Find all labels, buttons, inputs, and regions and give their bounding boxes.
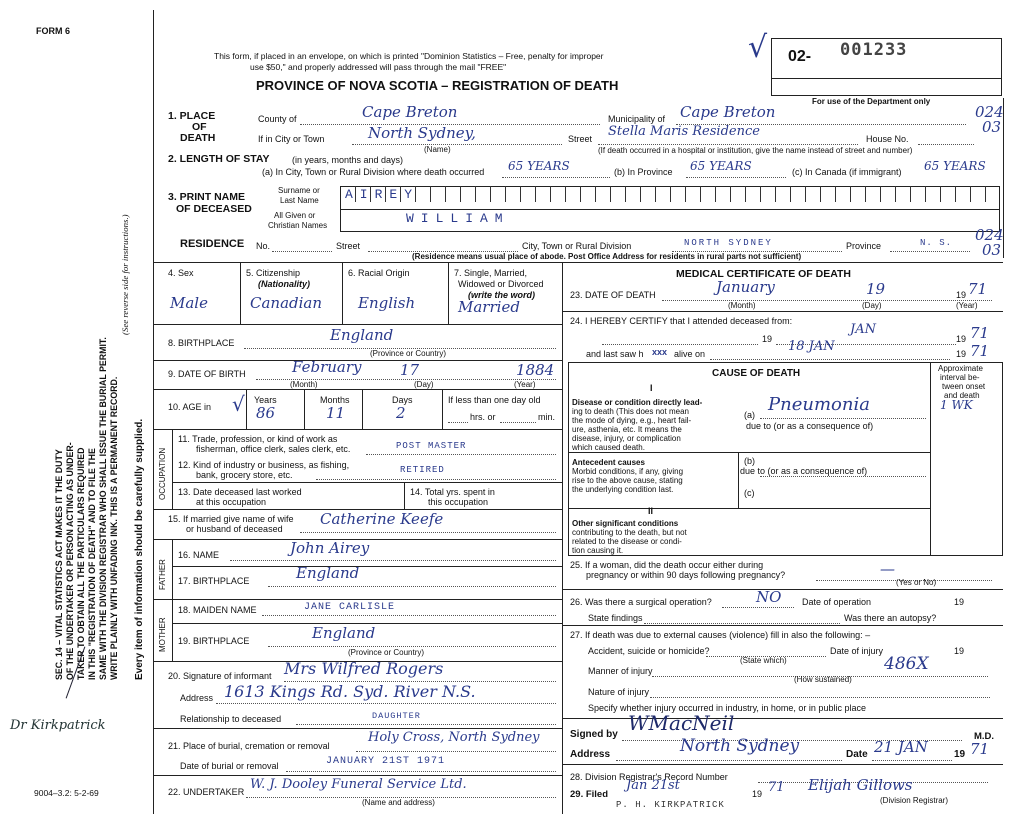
birthplace-label: 8. BIRTHPLACE <box>168 338 235 348</box>
dob-label: 9. DATE OF BIRTH <box>168 369 246 379</box>
stay-b-label: (b) In Province <box>614 167 673 177</box>
dod-label: 23. DATE OF DEATH <box>570 290 656 300</box>
disease-condition-1: Disease or condition directly lead- <box>572 398 703 407</box>
md-label: M.D. <box>974 731 995 742</box>
father-name-label: 16. NAME <box>178 550 220 560</box>
registrar-stamp: P. H. KIRKPATRICK <box>616 800 725 810</box>
cause-c-label: (c) <box>744 488 755 498</box>
signature-date-label: Date <box>846 749 868 760</box>
sex-value: Male <box>170 294 208 312</box>
stay-b-value: 65 YEARS <box>690 159 752 173</box>
due-to-2: due to (or as a consequence of) <box>740 466 868 476</box>
form-title: PROVINCE OF NOVA SCOTIA – REGISTRATION OF DEATH <box>256 78 619 93</box>
pregnancy-yes-no-hint: (Yes or No) <box>896 578 937 587</box>
citizenship-label-1: 5. Citizenship <box>246 268 301 278</box>
citizenship-value: Canadian <box>250 294 323 312</box>
record-number-label: 28. Division Registrar's Record Number <box>570 772 728 782</box>
cause-b-label: (b) <box>744 456 755 466</box>
part-two-label: II <box>648 506 654 516</box>
dob-day: 17 <box>400 361 420 379</box>
racial-value: English <box>358 294 416 312</box>
signature-year: 71 <box>970 740 990 758</box>
filed-value: Jan 21st <box>626 778 680 793</box>
place-code-1: 024 <box>975 103 1004 121</box>
other-conditions-1: Other significant conditions <box>572 519 679 528</box>
marital-label-2: Widowed or Divorced <box>458 279 544 289</box>
last-seen-label: and last saw h <box>586 349 644 359</box>
interval-line-3: tween onset <box>942 382 986 391</box>
signature-year-prefix: 19 <box>954 749 966 760</box>
pregnancy-dash: — <box>880 560 895 578</box>
to-year-prefix: 19 <box>956 334 967 344</box>
signature-address-value: North Sydney <box>680 736 800 756</box>
mother-side-label: MOTHER <box>158 617 167 652</box>
from-year-prefix: 19 <box>762 334 773 344</box>
antecedent-3: rise to the above cause, stating <box>572 476 683 485</box>
age-months-label: Months <box>320 395 350 405</box>
mother-maiden-label: 18. MAIDEN NAME <box>178 605 257 615</box>
certify-label: 24. I HEREBY CERTIFY that I attended deceased from: <box>570 316 793 326</box>
manner-label: Manner of injury <box>588 666 653 676</box>
given-label-2: Christian Names <box>268 221 328 230</box>
side-signature: Dr Kirkpatrick <box>10 718 106 733</box>
physician-signature: WMacNeil <box>628 711 735 735</box>
residence-note: (Residence means usual place of abode. Post Office Address for residents in rural parts not sufficient) <box>412 252 802 261</box>
father-birthplace-value: England <box>296 564 360 582</box>
occ12-value: RETIRED <box>400 465 445 475</box>
surname-label-1: Surname or <box>278 186 320 195</box>
spouse-value: Catherine Keefe <box>320 510 444 528</box>
interval-line-4: and death <box>944 391 980 400</box>
filed-label: 29. Filed <box>570 789 609 800</box>
mother-birthplace-hint: (Province or Country) <box>348 648 425 657</box>
burial-date-value: JANUARY 21ST 1971 <box>326 756 446 767</box>
signature-address-label: Address <box>570 749 611 760</box>
age-days-value: 2 <box>396 404 406 422</box>
filed-year-prefix: 19 <box>752 789 763 799</box>
municipality-label: Municipality of <box>608 114 666 124</box>
father-side-label: FATHER <box>158 559 167 590</box>
envelope-note-line1: This form, if placed in an envelope, on which is printed "Dominion Statistics – Free, penalty for improper <box>214 51 604 61</box>
age-years-value: 86 <box>256 404 276 422</box>
disease-condition-2: ing to death (This does not mean <box>572 407 689 416</box>
registrar-hint: (Division Registrar) <box>880 796 949 805</box>
name-label-1: 3. PRINT NAME <box>168 191 246 203</box>
marital-label-3: (write the word) <box>468 290 535 300</box>
other-conditions-4: tion causing it. <box>572 546 624 555</box>
occ14-label-1: 14. Total yrs. spent in <box>410 487 495 497</box>
last-seen-x: xxx <box>652 347 668 357</box>
occ12-label-1: 12. Kind of industry or business, as fishing, <box>178 460 350 470</box>
disease-condition-5: disease, injury, or complication <box>572 434 681 443</box>
informant-value: Mrs Wilfred Rogers <box>284 659 444 678</box>
surgery-value: NO <box>756 588 782 606</box>
surname-value: AIREY <box>345 187 420 202</box>
undertaker-value: W. J. Dooley Funeral Service Ltd. <box>250 777 467 792</box>
external-causes-label: 27. If death was due to external causes (violence) fill in also the following: – <box>570 630 871 640</box>
father-birthplace-label: 17. BIRTHPLACE <box>178 576 250 586</box>
stay-a-value: 65 YEARS <box>508 159 570 173</box>
spouse-label-2: or husband of deceased <box>186 524 283 534</box>
city-name-hint: (Name) <box>424 145 451 154</box>
occ11-value: POST MASTER <box>396 441 467 451</box>
residence-label: RESIDENCE <box>180 238 245 250</box>
cause-a-label: (a) <box>744 410 755 420</box>
city-label: If in City or Town <box>258 134 325 144</box>
antecedent-2: Morbid conditions, if any, giving <box>572 467 684 476</box>
residence-province-value: N. S. <box>920 238 953 248</box>
undertaker-hint: (Name and address) <box>362 798 435 807</box>
department-use-label: For use of the Department only <box>812 97 931 106</box>
antecedent-4: the underlying condition last. <box>572 485 674 494</box>
dod-month: January <box>716 278 775 296</box>
citizenship-label-2: (Nationality) <box>258 279 311 289</box>
pregnancy-question-2: pregnancy or within 90 days following pregnancy? <box>586 570 786 580</box>
dob-month: February <box>292 358 362 376</box>
street-value: Stella Maris Residence <box>608 124 760 139</box>
other-conditions-2: contributing to the death, but not <box>572 528 687 537</box>
stay-hint: (in years, months and days) <box>292 155 404 165</box>
father-name-value: John Airey <box>290 539 370 557</box>
dod-day: 19 <box>866 280 886 298</box>
place-label-2: OF <box>192 121 207 133</box>
filed-year: 71 <box>768 780 785 795</box>
last-seen-year: 71 <box>970 342 990 360</box>
interval-a-value: 1 WK <box>940 398 973 412</box>
informant-address-value: 1613 Kings Rd. Syd. River N.S. <box>224 682 476 701</box>
state-findings-label: State findings <box>588 613 643 623</box>
occ11-label-2: fisherman, office clerk, sales clerk, etc. <box>196 444 351 454</box>
residence-code-1: 024 <box>975 226 1004 244</box>
due-to-1: due to (or as a consequence of) <box>746 421 874 431</box>
accident-label: Accident, suicide or homicide? <box>588 646 710 656</box>
mother-maiden-value: JANE CARLISLE <box>304 602 396 613</box>
street-label: Street <box>568 134 593 144</box>
age-check-mark: √ <box>232 392 245 416</box>
disease-condition-4: ure, asthenia, etc. It means the <box>572 425 682 434</box>
last-seen-year-prefix: 19 <box>956 349 967 359</box>
age-years-label: Years <box>254 395 277 405</box>
place-label-3: DEATH <box>180 132 216 144</box>
municipality-value: Cape Breton <box>680 103 776 121</box>
envelope-note-line2: use $50," and properly addressed will pass through the mail "FREE" <box>250 62 507 72</box>
nature-label: Nature of injury <box>588 687 650 697</box>
cause-header: CAUSE OF DEATH <box>712 368 801 379</box>
county-label: County of <box>258 114 297 124</box>
antecedent-1: Antecedent causes <box>572 458 645 467</box>
informant-label: 20. Signature of informant <box>168 671 272 681</box>
interval-line-2: interval be- <box>940 373 980 382</box>
operation-year-prefix: 19 <box>954 597 965 607</box>
stay-c-value: 65 YEARS <box>924 159 986 173</box>
residence-city-value: NORTH SYDNEY <box>684 238 773 248</box>
disease-condition-6: which caused death. <box>572 443 645 452</box>
burial-value: Holy Cross, North Sydney <box>368 730 540 745</box>
spouse-label-1: 15. If married give name of wife <box>168 514 294 524</box>
given-label-1: All Given or <box>274 211 316 220</box>
footer-code: 9004–3.2: 5-2-69 <box>34 788 99 798</box>
place-label-1: 1. PLACE <box>168 110 216 122</box>
injury-year-prefix: 19 <box>954 646 965 656</box>
registration-number: 001233 <box>840 40 908 60</box>
to-month: JAN <box>850 322 876 337</box>
pregnancy-question-1: 25. If a woman, did the death occur either during <box>570 560 764 570</box>
informant-address-label: Address <box>180 693 214 703</box>
last-seen-date: 18 JAN <box>788 339 835 354</box>
how-sustained-hint: (How sustained) <box>794 675 852 684</box>
less-than-day-min: min. <box>538 412 556 422</box>
residence-street-label: Street <box>336 241 361 251</box>
occ13-label-1: 13. Date deceased last worked <box>178 487 302 497</box>
dod-day-hint: (Day) <box>862 301 882 310</box>
signature-date-value: 21 JAN <box>874 738 928 756</box>
reg-check-mark: √ <box>748 30 768 65</box>
occ12-label-2: bank, grocery store, etc. <box>196 470 293 480</box>
surname-label-2: Last Name <box>280 196 319 205</box>
part-one-label: I <box>650 383 653 393</box>
signed-by-label: Signed by <box>570 729 618 740</box>
dob-year: 1884 <box>516 361 555 379</box>
mother-birthplace-value: England <box>312 624 376 642</box>
relationship-value: DAUGHTER <box>372 711 421 721</box>
residence-province-label: Province <box>846 241 882 251</box>
burial-label: 21. Place of burial, cremation or removal <box>168 741 330 751</box>
county-value: Cape Breton <box>362 103 458 121</box>
less-than-day-hrs: hrs. or <box>470 412 496 422</box>
residence-no-label: No. <box>256 241 271 251</box>
hospital-note: (If death occurred in a hospital or institution, give the name instead of street and number) <box>598 146 913 155</box>
age-days-label: Days <box>392 395 413 405</box>
city-value: North Sydney, <box>368 124 476 142</box>
to-year: 71 <box>970 324 990 342</box>
occ11-label-1: 11. Trade, profession, or kind of work as <box>178 434 338 444</box>
birthplace-hint: (Province or Country) <box>370 349 447 358</box>
residence-city-label: City, Town or Rural Division <box>522 241 632 251</box>
racial-label: 6. Racial Origin <box>348 268 410 278</box>
disease-condition-3: the mode of dying, e.g., heart fail- <box>572 416 692 425</box>
marital-label-1: 7. Single, Married, <box>454 268 528 278</box>
residence-code-2: 03 <box>982 241 1002 259</box>
less-than-day-label: If less than one day old <box>448 395 541 405</box>
given-names-value: WILLIAM <box>406 211 510 226</box>
registration-prefix: 02- <box>788 48 812 65</box>
age-label: 10. AGE in <box>168 402 212 412</box>
last-seen-mid: alive on <box>674 349 706 359</box>
interval-line-1: Approximate <box>938 364 983 373</box>
registrar-signature: Elijah Gillows <box>808 776 913 794</box>
dod-month-hint: (Month) <box>728 301 756 310</box>
form-number: FORM 6 <box>36 26 71 36</box>
sex-label: 4. Sex <box>168 268 194 278</box>
specify-label: Specify whether injury occurred in industry, in home, or in public place <box>588 703 866 713</box>
relationship-label: Relationship to deceased <box>180 714 282 724</box>
place-code-2: 03 <box>982 118 1002 136</box>
operation-date-label: Date of operation <box>802 597 872 607</box>
mother-birthplace-label: 19. BIRTHPLACE <box>178 636 250 646</box>
surgery-question: 26. Was there a surgical operation? <box>570 597 712 607</box>
autopsy-label: Was there an autopsy? <box>844 613 937 623</box>
stay-a-label: (a) In City, Town or Rural Division where death occurred <box>262 167 485 177</box>
manner-value: 486X <box>884 654 929 674</box>
house-number-label: House No. <box>866 134 909 144</box>
state-which-hint: (State which) <box>740 656 787 665</box>
occ14-label-2: this occupation <box>428 497 489 507</box>
injury-date-label: Date of injury <box>830 646 884 656</box>
undertaker-label: 22. UNDERTAKER <box>168 787 245 797</box>
medical-header: MEDICAL CERTIFICATE OF DEATH <box>676 268 851 280</box>
occupation-side-label: OCCUPATION <box>158 447 167 500</box>
age-months-value: 11 <box>326 404 346 422</box>
stay-c-label: (c) In Canada (if immigrant) <box>792 167 902 177</box>
stay-label: 2. LENGTH OF STAY <box>168 153 270 165</box>
other-conditions-3: related to the disease or condi- <box>572 537 682 546</box>
burial-date-label: Date of burial or removal <box>180 761 279 771</box>
dob-day-hint: (Day) <box>414 380 434 389</box>
dod-year: 71 <box>968 280 988 298</box>
occ13-label-2: at this occupation <box>196 497 267 507</box>
dod-year-prefix: 19 <box>956 290 967 300</box>
dod-year-hint: (Year) <box>956 301 978 310</box>
dob-month-hint: (Month) <box>290 380 318 389</box>
marital-value: Married <box>458 298 520 316</box>
dob-year-hint: (Year) <box>514 380 536 389</box>
cause-a-value: Pneumonia <box>768 394 870 415</box>
name-label-2: OF DECEASED <box>176 203 252 215</box>
birthplace-value: England <box>330 326 394 344</box>
